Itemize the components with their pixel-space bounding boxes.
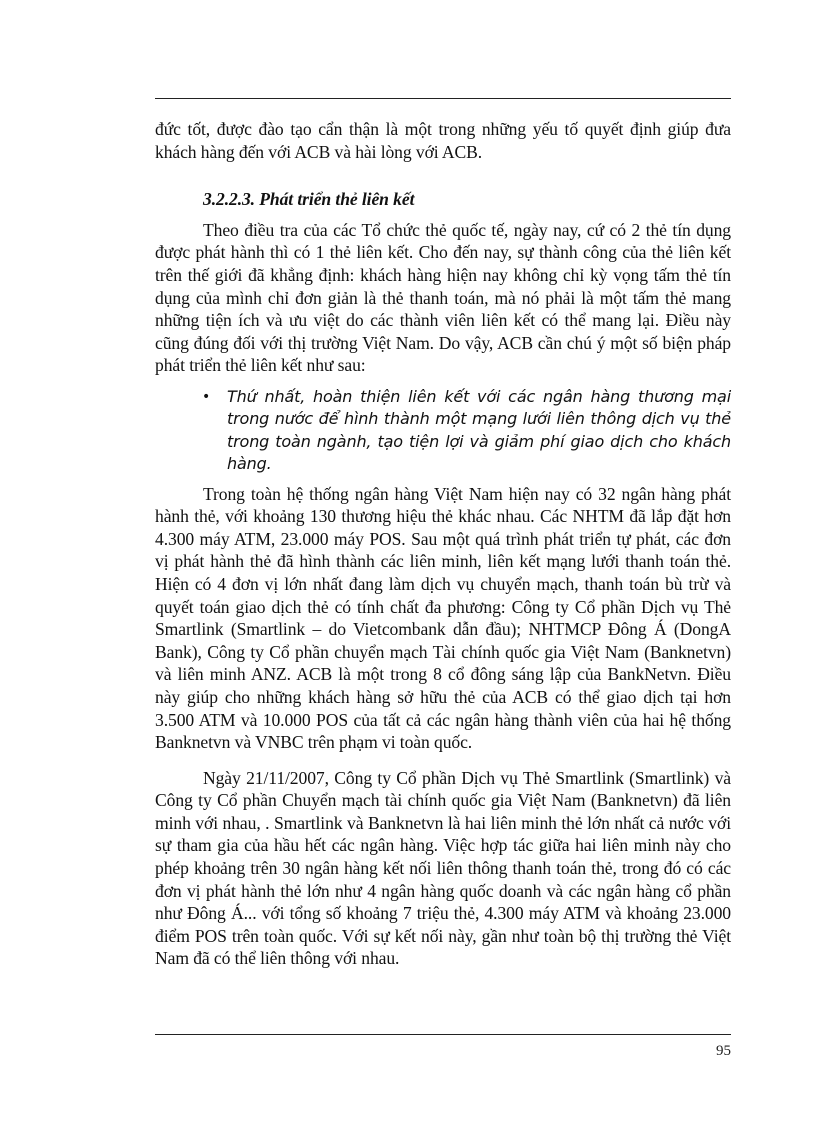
paragraph-2: Trong toàn hệ thống ngân hàng Việt Nam hiện nay có 32 ngân hàng phát hành thẻ, với khoảng 130 thương hiệu thẻ khác nhau. Các NHTM đã lắp đặt hơn 4.300 máy ATM, 23.000 máy POS. Sau một quá trình phát triển tự phát, các đơn vị phát hành thẻ đã hình thành các liên minh, liên kết mạng lưới thanh toán thẻ. Hiện có 4 đơn vị lớn nhất đang làm dịch vụ chuyển mạch, thanh toán bù trừ và quyết toán giao dịch thẻ có tính chất đa phương: Công ty Cổ phần Dịch vụ Thẻ Smartlink (Smartlink – do Vietcombank dẫn đầu); NHTMCP Đông Á (DongA Bank), Công ty Cổ phần chuyển mạch Tài chính quốc gia Việt Nam (Banknetvn) và liên minh ANZ. ACB là một trong 8 cổ đông sáng lập của BankNetvn. Điều này giúp cho những khách hàng sở hữu thẻ của ACB có thể giao dịch tại hơn 3.500 ATM và 10.000 POS của tất cả các ngân hàng thành viên của hai hệ thống Banknetvn và VNBC trên phạm vi toàn quốc. (155, 483, 731, 753)
bullet-icon: • (202, 388, 211, 405)
section-heading: 3.2.2.3. Phát triển thẻ liên kết (203, 189, 415, 210)
continuation-paragraph: đức tốt, được đào tạo cẩn thận là một trong những yếu tố quyết định giúp đưa khách hàng đến với ACB và hài lòng với ACB. (155, 119, 731, 162)
paragraph-1: Theo điều tra của các Tổ chức thẻ quốc tế, ngày nay, cứ có 2 thẻ tín dụng được phát hành thì có 1 thẻ liên kết. Cho đến nay, sự thành công của thẻ liên kết trên thế giới đã khẳng định: khách hàng hiện nay không chỉ kỳ vọng tấm thẻ tín dụng của mình chỉ đơn giản là thẻ thanh toán, mà nó phải là một tấm thẻ mang những tiện ích và ưu việt do các thành viên liên kết có thể mang lại. Điều này cũng đúng đối với thị trường Việt Nam. Do vậy, ACB cần chú ý một số biện pháp phát triển thẻ liên kết như sau: (155, 219, 731, 376)
bullet-item-1 (155, 386, 731, 476)
bullet-item-text: Thứ nhất, hoàn thiện liên kết với các ngân hàng thương mại trong nước để hình thành một mạng lưới liên thông dịch vụ thẻ trong toàn ngành, tạo tiện lợi và giảm phí giao dịch cho khách hàng. (227, 386, 731, 474)
page-number: 95 (716, 1043, 731, 1059)
header-rule (155, 98, 731, 99)
paragraph-3: Ngày 21/11/2007, Công ty Cổ phần Dịch vụ Thẻ Smartlink (Smartlink) và Công ty Cổ phần Chuyển mạch tài chính quốc gia Việt Nam (Banknetvn) đã liên minh với nhau, . Smartlink và Banknetvn là hai liên minh thẻ lớn nhất cả nước với sự tham gia của hầu hết các ngân hàng. Việc hợp tác giữa hai liên minh này cho phép khoảng trên 30 ngân hàng kết nối liên thông thanh toán thẻ, trong đó có các đơn vị phát hành thẻ lớn như 4 ngân hàng quốc doanh và các ngân hàng cổ phần như Đông Á... với tổng số khoảng 7 triệu thẻ, 4.300 máy ATM và khoảng 23.000 điểm POS trên toàn quốc. Với sự kết nối này, gần như toàn bộ thị trường thẻ Việt Nam đã có thể liên thông với nhau. (155, 767, 731, 969)
page-body (155, 118, 731, 970)
footer-rule (155, 1034, 731, 1035)
